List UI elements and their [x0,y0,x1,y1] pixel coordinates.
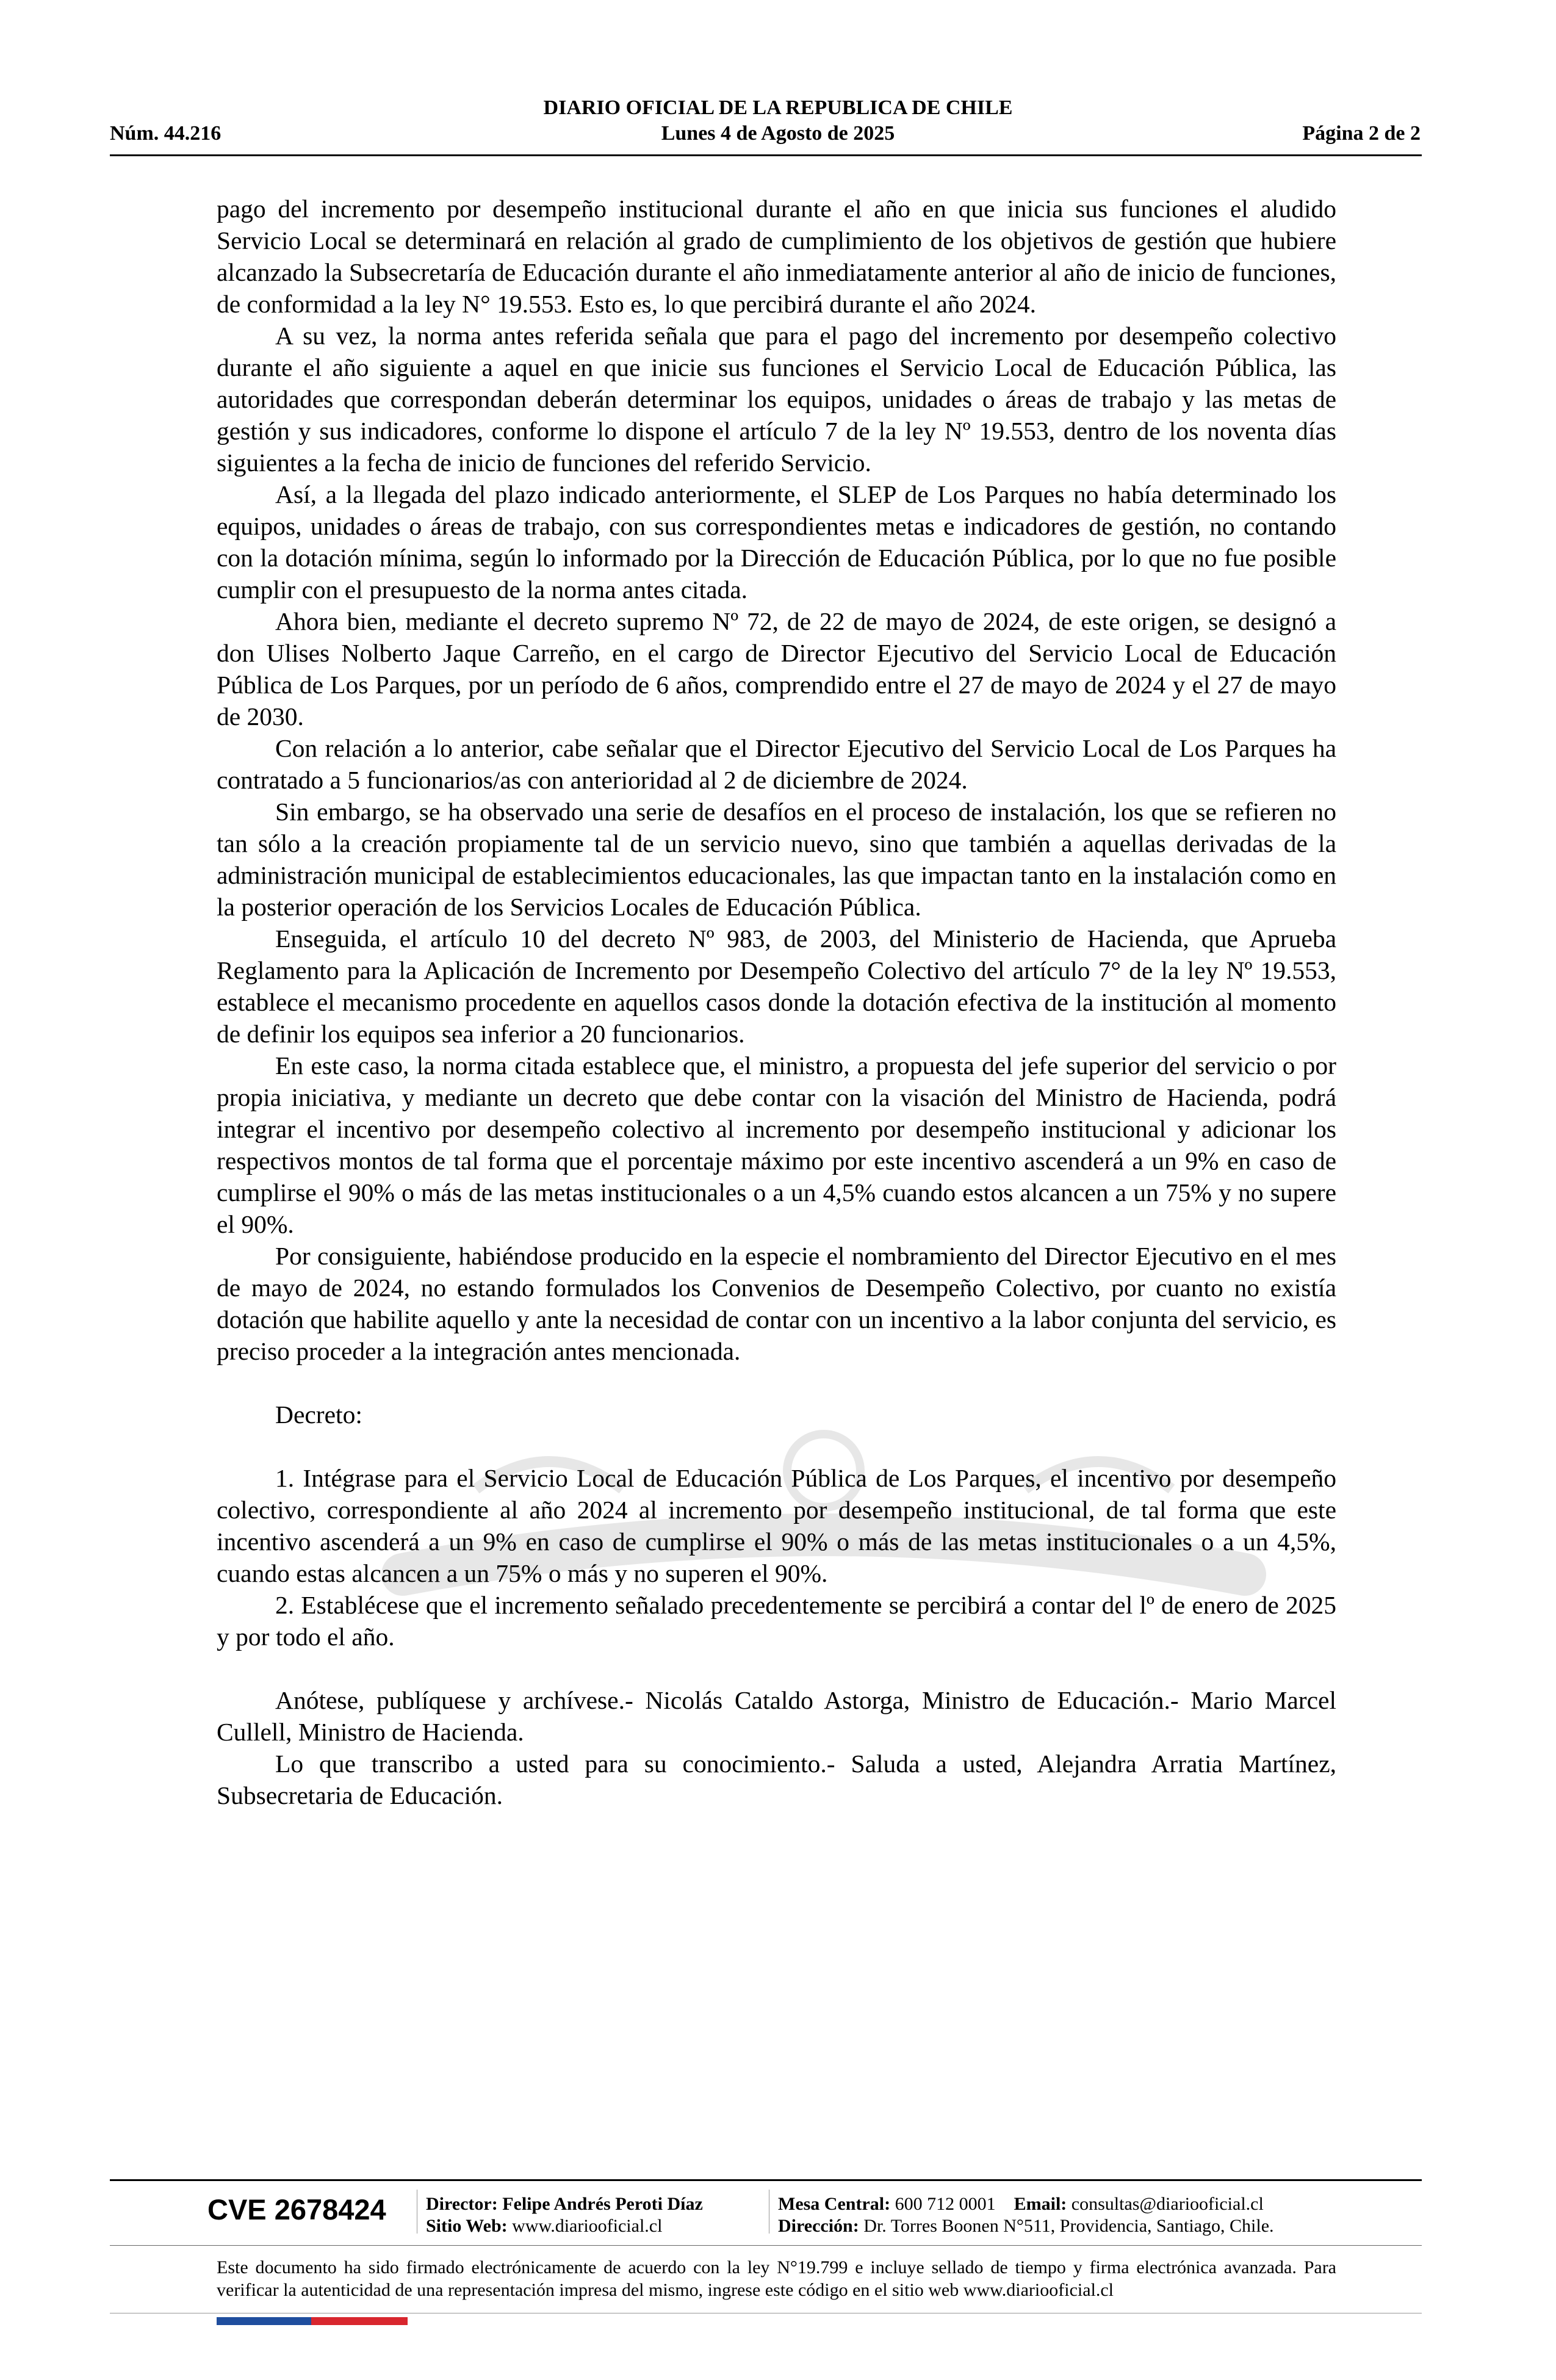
email-link[interactable]: consultas@diariooficial.cl [1071,2194,1264,2214]
website-label: Sitio Web: [426,2216,508,2236]
paragraph: En este caso, la norma citada establece que, el ministro, a propuesta del jefe superior del servicio o por propia iniciativa, y mediante un decreto que debe contar con la visación del Ministro de Hacienda, podrá integrar el incentivo por desempeño colectivo al incremento por desempeño institucional y adicionar los respectivos montos de tal forma que el porcentaje máximo por este incentivo ascenderá a un 9% en caso de cumplirse el 90% o más de las metas institucionales o a un 4,5% cuando estos alcancen a un 75% y no supere el 90%. [217,1051,1336,1238]
phone-number: 600 712 0001 [895,2194,996,2214]
paragraph: Sin embargo, se ha observado una serie de desafíos en el proceso de instalación, los que se refieren no tan sólo a la creación propiamente tal de un servicio nuevo, sino que también a aquellas derivadas de la administración municipal de establecimientos educacionales, las que impactan tanto en la instalación como en la posterior operación de los Servicios Locales de Educación Pública. [217,798,1336,921]
phone-label: Mesa Central: [778,2194,891,2214]
email-label: Email: [1014,2194,1067,2214]
paragraph: Así, a la llegada del plazo indicado anteriormente, el SLEP de Los Parques no había determinado los equipos, unidades o áreas de trabajo, con sus correspondientes metas e indicadores de gestión, no contando con la dotación mínima, según lo informado por la Dirección de Educación Pública, por lo que no fue posible cumplir con el presupuesto de la norma antes citada. [217,480,1336,604]
director-name: Felipe Andrés Peroti Díaz [502,2194,703,2214]
paragraph: Por consiguiente, habiéndose producido en la especie el nombramiento del Director Ejecutivo en el mes de mayo de 2024, no estando formulados los Convenios de Desempeño Colectivo, por cuanto no existía dotación que habilite aquello y ante la necesidad de contar con un incentivo a la labor conjunta del servicio, es preciso proceder a la integración antes mencionada. [217,1242,1336,1365]
footer-director-block [426,2193,703,2237]
director-label: Director: [426,2194,498,2214]
closing-paragraph: Lo que transcribo a usted para su conocimiento.- Saluda a usted, Alejandra Arratia Martínez, Subsecretaria de Educación. [217,1750,1336,1809]
paragraph: Ahora bien, mediante el decreto supremo Nº 72, de 22 de mayo de 2024, de este origen, se designó a don Ulises Nolberto Jaque Carreño, en el cargo de Director Ejecutivo del Servicio Local de Educación Pública de Los Parques, por un período de 6 años, comprendido entre el 27 de mayo de 2024 y el 27 de mayo de 2030. [217,607,1336,730]
website-link[interactable]: www.diariooficial.cl [512,2216,663,2236]
issue-number: Núm. 44.216 [110,122,222,145]
signatures-paragraph: Anótese, publíquese y archívese.- Nicolás Cataldo Astorga, Ministro de Educación.- Mario Marcel Cullell, Ministro de Hacienda. [217,1686,1336,1746]
flag-stripe-red [311,2317,408,2325]
document-body [217,193,1336,1811]
decree-article-2: 2. Establécese que el incremento señalado precedentemente se percibirá a contar del lº de enero de 2025 y por todo el año. [217,1591,1336,1651]
page-number: Página 2 de 2 [1302,122,1421,145]
flag-stripe-blue [217,2317,311,2325]
cve-code: CVE 2678424 [207,2193,386,2226]
decree-heading: Decreto: [275,1401,362,1429]
issue-date: Lunes 4 de Agosto de 2025 [661,122,895,145]
address-label: Dirección: [778,2216,859,2236]
footer-divider [110,2245,1422,2246]
footer-contact-block [778,2193,1274,2237]
header-divider [110,154,1422,156]
paragraph: A su vez, la norma antes referida señala que para el pago del incremento por desempeño colectivo durante el año siguiente a aquel en que inicie sus funciones el Servicio Local de Educación Pública, las autoridades que correspondan deberán determinar los equipos, unidades o áreas de trabajo y las metas de gestión y sus indicadores, conforme lo dispone el artículo 7 de la ley Nº 19.553, dentro de los noventa días siguientes a la fecha de inicio de funciones del referido Servicio. [217,322,1336,477]
gazette-title: DIARIO OFICIAL DE LA REPUBLICA DE CHILE [543,96,1013,119]
paragraph-continuation: pago del incremento por desempeño institucional durante el año en que inicia sus funciones el aludido Servicio Local se determinará en relación al grado de cumplimiento de los objetivos de gestión que hubiere alcanzado la Subsecretaría de Educación durante el año inmediatamente anterior al año de inicio de funciones, de conformidad a la ley N° 19.553. Esto es, lo que percibirá durante el año 2024. [217,195,1336,318]
footer-divider [110,2179,1422,2181]
paragraph: Enseguida, el artículo 10 del decreto Nº 983, de 2003, del Ministerio de Hacienda, que Aprueba Reglamento para la Aplicación de Incremento por Desempeño Colectivo del artículo 7° de la ley Nº 19.553, establece el mecanismo procedente en aquellos casos donde la dotación efectiva de la institución al momento de definir los equipos sea inferior a 20 funcionarios. [217,925,1336,1048]
decree-article-1: 1. Intégrase para el Servicio Local de Educación Pública de Los Parques, el incentivo por desempeño colectivo, correspondiente al año 2024 al incremento por desempeño institucional, de tal forma que este incentivo ascenderá a un 9% en caso de cumplirse el 90% o más de las metas institucionales o a un 4,5%, cuando estas alcancen a un 75% o más y no superen el 90%. [217,1464,1336,1587]
electronic-signature-note: Este documento ha sido firmado electrónicamente de acuerdo con la ley N°19.799 e incluye sellado de tiempo y firma electrónica avanzada. Para verificar la autenticidad de una representación impresa del mismo, ingrese este código en el sitio web www.diariooficial.cl [217,2257,1336,2300]
address-text: Dr. Torres Boonen N°511, Providencia, Santiago, Chile. [863,2216,1274,2236]
paragraph: Con relación a lo anterior, cabe señalar que el Director Ejecutivo del Servicio Local de Los Parques ha contratado a 5 funcionarios/as con anterioridad al 2 de diciembre de 2024. [217,734,1336,794]
